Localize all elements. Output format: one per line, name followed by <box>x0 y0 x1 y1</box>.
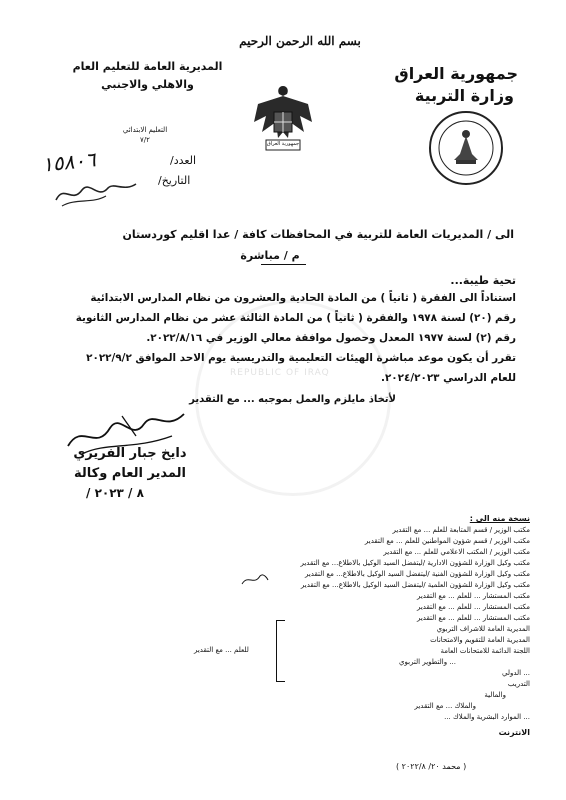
copy-line: ... الدولي <box>502 669 530 677</box>
copy-line: مكتب المستشار ... للعلم ... مع التقدير <box>416 603 530 611</box>
copy-line: مكتب وكيل الوزارة للشؤون الادارية /ليتفضل السيد الوكيل بالاطلاع... مع التقدير <box>300 559 530 567</box>
body-line-3: رقم (٢) لسنة ١٩٧٧ المعدل وحصول موافقة معالي الوزير في ٢٠٢٢/٨/١٦. <box>146 332 516 344</box>
date-label: التاريخ/ <box>158 174 191 187</box>
footer-reference: ( محمد ٢٠/ ٢٠٢٢/٨ ) <box>396 762 467 771</box>
body-line-1: استناداً الى الفقرة ( ثانياً ) من المادة الحادية والعشرون من نظام المدارس الابتدائية <box>90 292 516 304</box>
copy-line: ... الموارد البشرية والملاك ... <box>444 713 530 721</box>
copy-line: مكتب المستشار ... للعلم ... مع التقدير <box>416 614 530 622</box>
subject-line: م / مباشرة <box>240 249 300 262</box>
ministry-name: وزارة التربية <box>414 86 514 105</box>
copy-line: والمالية <box>484 691 506 699</box>
body-line-5: للعام الدراسي ٢٠٢٤/٢٠٢٣. <box>381 372 516 384</box>
signatory-name: دايخ جبار الفريري <box>73 446 187 461</box>
emblem-caption: جمهورية العراق <box>266 141 300 147</box>
directorate-name: المديرية العامة للتعليم العام <box>72 60 223 73</box>
watermark-text: REPUBLIC OF IRAQ <box>230 368 330 378</box>
copy-line: مكتب وكيل الوزارة للشؤون العلمية /ليتفضل السيد الوكيل بالاطلاع... مع التقدير <box>300 581 530 589</box>
handwritten-scribble <box>52 170 142 210</box>
copy-line: والملاك ... مع التقدير <box>414 702 476 710</box>
signature-date: / ٨ / ٢٠٢٣ <box>86 486 144 500</box>
department-label: التعليم الابتدائي <box>122 126 168 134</box>
basmala: بسم الله الرحمن الرحيم <box>239 34 361 48</box>
greeting: تحية طيبة... <box>450 274 516 287</box>
department-code: ٧/٢ <box>140 136 150 144</box>
bracket-note: للعلم ... مع التقدير <box>194 646 249 654</box>
copy-line: التدريب <box>507 680 530 688</box>
copy-line: مكتب الوزير / قسم المتابعة للعلم ... مع التقدير <box>392 526 530 534</box>
copy-line: مكتب الوزير / قسم شؤون المواطنين للعلم ... مع التقدير <box>364 537 530 545</box>
copies-heading: نسخة منه الى : <box>469 514 530 523</box>
copy-line: اللجنة الدائمة للامتحانات العامة <box>440 647 530 655</box>
number-label: العدد/ <box>170 154 197 167</box>
mark-scribble <box>240 572 270 588</box>
subject-underline <box>261 264 306 265</box>
copy-line: المديرية العامة للتقويم والامتحانات <box>430 636 530 644</box>
country-name: جمهورية العراق <box>394 64 518 83</box>
copy-line: مكتب وكيل الوزارة للشؤون الفنية /ليتفضل السيد الوكيل بالاطلاع... مع التقدير <box>304 570 530 578</box>
directorate-sub: والاهلي والاجنبي <box>101 78 194 91</box>
body-line-2: رقم (٢٠) لسنة ١٩٧٨ والفقرة ( ثانياً ) من المادة الثالثة عشر من نظام المدارس الثانوية <box>75 312 516 324</box>
copy-line: المديرية العامة للاشراف التربوي <box>436 625 530 633</box>
closing-line: لأتخاذ مايلزم والعمل بموجبه ... مع التقدير <box>189 394 396 405</box>
copy-line: مكتب الوزير / المكتب الاعلامي للعلم ... مع التقدير <box>383 548 530 556</box>
copy-line: ... والتطوير التربوي <box>399 658 456 666</box>
signatory-title: المدير العام وكالة <box>74 466 186 481</box>
copy-line: الانترنت <box>498 728 530 737</box>
copies-bracket <box>276 620 285 682</box>
handwritten-number: ١٥٨٠٦ <box>40 147 97 177</box>
body-line-4: تقرر أن يكون موعد مباشرة الهيئات التعليمية والتدريسية يوم الاحد الموافق ٢٠٢٢/٩/٢ <box>86 352 516 364</box>
copy-line: مكتب المستشار ... للعلم ... مع التقدير <box>416 592 530 600</box>
ministry-seal <box>428 110 504 186</box>
recipient-line: الى / المديريات العامة للتربية في المحافظات كافة / عدا اقليم كوردستان <box>122 228 514 241</box>
